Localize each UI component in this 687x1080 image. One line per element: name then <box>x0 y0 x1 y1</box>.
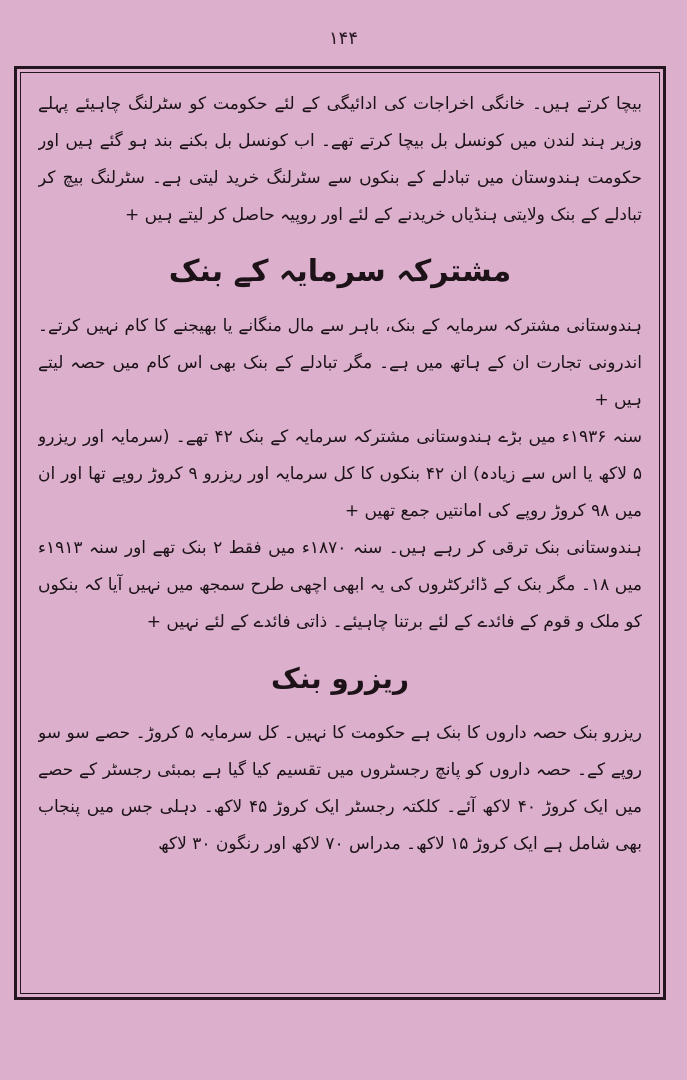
page-body <box>38 86 642 986</box>
paragraph-joint-stock-3: ہندوستانی بنک ترقی کر رہے ہیں۔ سنہ ۱۸۷۰ء میں فقط ۲ بنک تھے اور سنہ ۱۹۱۳ء میں ۱۸۔ مگر بنک کے ڈائرکٹروں کی یہ ابھی اچھی طرح سمجھ میں نہیں آیا کہ بنکوں کو ملک و قوم کے فائدے کے لئے برتنا چاہیئے۔ ذاتی فائدے کے لئے نہیں + <box>38 538 642 632</box>
paragraph-joint-stock-2: سنہ ۱۹۳۶ء میں بڑے ہندوستانی مشترکہ سرمایہ کے بنک ۴۲ تھے۔ (سرمایہ اور ریزرو ۵ لاکھ یا اس سے زیادہ) ان ۴۲ بنکوں کا کل سرمایہ اور ریزرو ۹ کروڑ روپے تھا اور ان میں ۹۸ کروڑ روپے کی امانتیں جمع تھیں + <box>38 427 642 521</box>
paragraph-joint-stock-1: ہندوستانی مشترکہ سرمایہ کے بنک، باہر سے مال منگانے یا بھیجنے کا کام نہیں کرتے۔ اندرونی تجارت ان کے ہاتھ میں ہے۔ مگر تبادلے کے بنک بھی اس کام میں حصہ لیتے ہیں + <box>38 316 642 410</box>
page-number: ۱۴۴ <box>328 28 358 49</box>
section-heading-joint-stock-banks: مشترکہ سرمایہ کے بنک <box>168 254 512 289</box>
paragraph-intro: بیچا کرتے ہیں۔ خانگی اخراجات کی ادائیگی کے لئے حکومت کو سٹرلنگ چاہیئے پہلے وزیر ہند لندن میں کونسل بل بیچا کرتے تھے۔ اب کونسل بل بکنے بند ہو گئے ہیں اور حکومت ہندوستان میں تبادلے کے بنکوں سے سٹرلنگ خرید لیتی ہے۔ سٹرلنگ بیچ کر تبادلے کے بنک ولایتی ہنڈیاں خریدنے کے لئے اور روپیہ حاصل کر لیتے ہیں + <box>38 94 642 225</box>
paragraph-reserve-bank-1: ریزرو بنک حصہ داروں کا بنک ہے حکومت کا نہیں۔ کل سرمایہ ۵ کروڑ۔ حصے سو سو روپے کے۔ حصہ داروں کو پانچ رجسٹروں میں تقسیم کیا گیا ہے بمبئی رجسٹر کے حصے میں ایک کروڑ ۴۰ لاکھ آئے۔ کلکتہ رجسٹر ایک کروڑ ۴۵ لاکھ۔ دہلی جس میں پنجاب بھی شامل ہے ایک کروڑ ۱۵ لاکھ۔ مدراس ۷۰ لاکھ اور رنگون ۳۰ لاکھ <box>38 723 642 854</box>
section-heading-reserve-bank: ریزرو بنک <box>271 662 409 695</box>
